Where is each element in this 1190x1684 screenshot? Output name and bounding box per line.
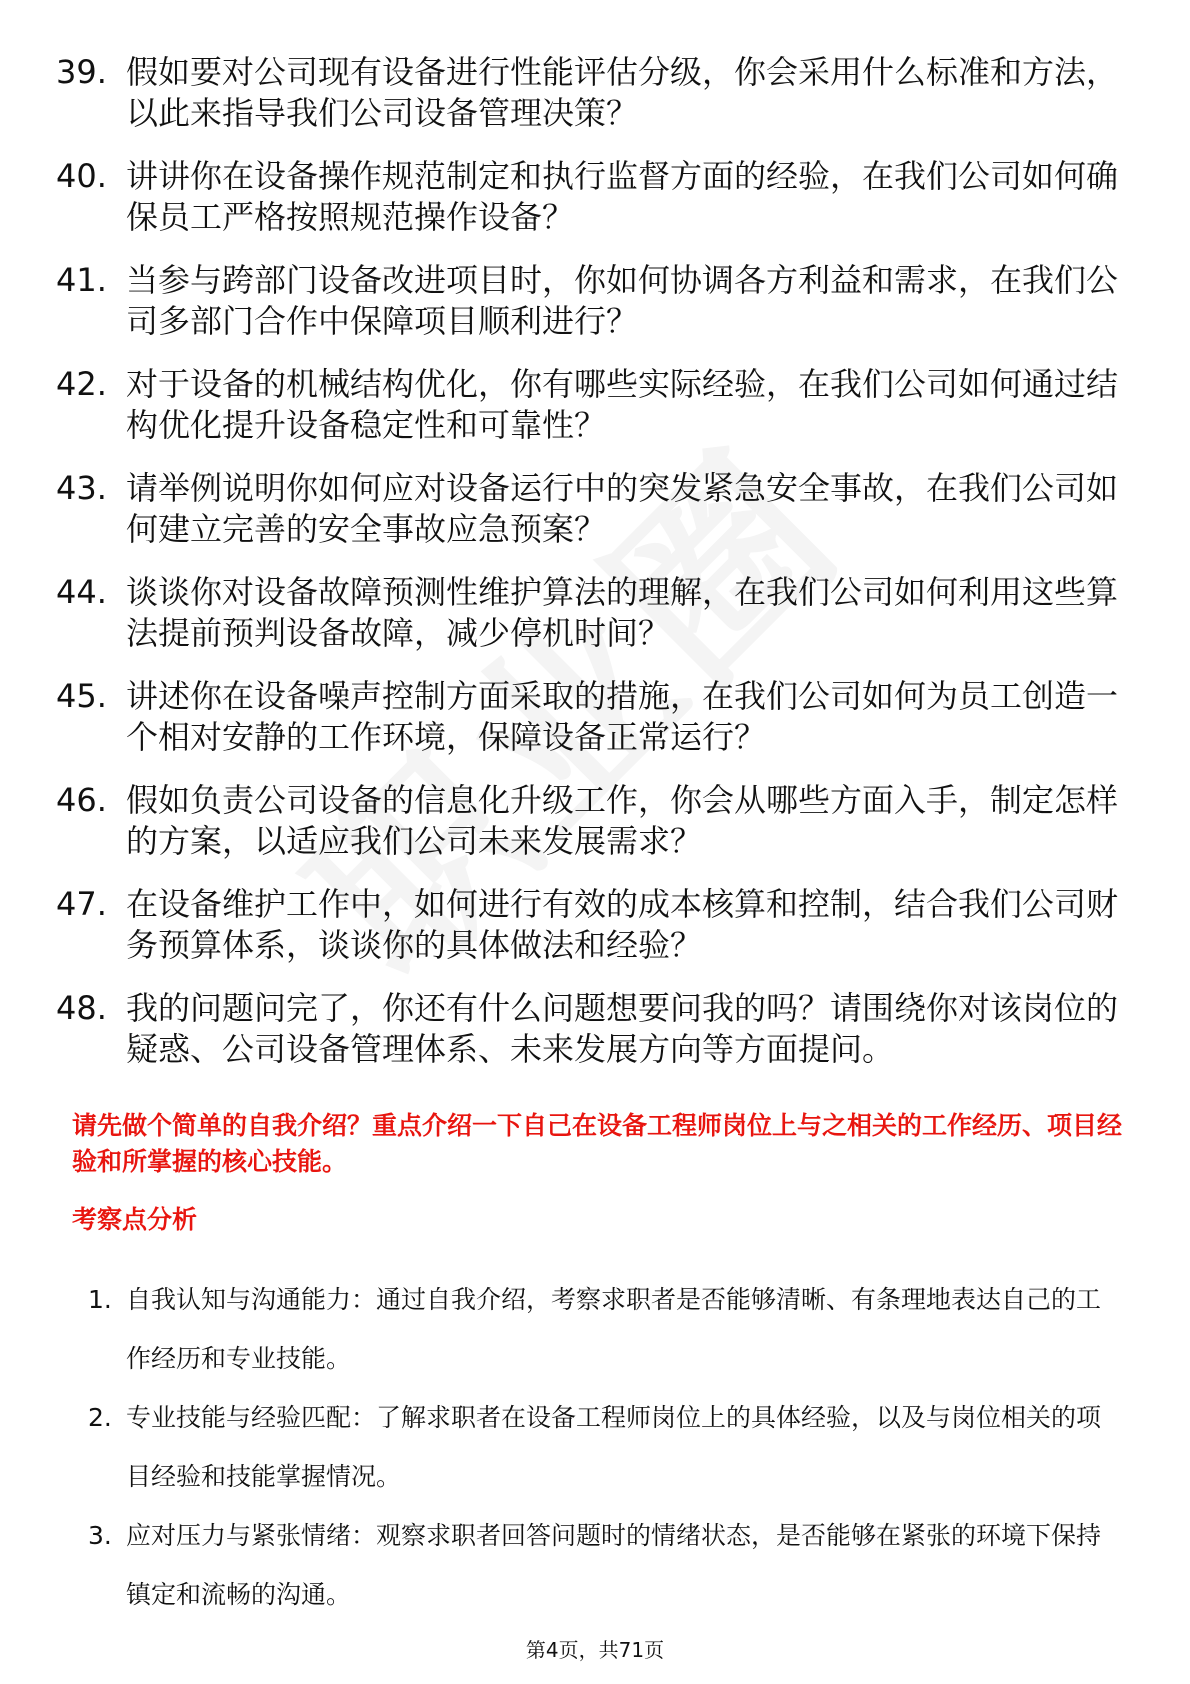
question-text: 假如负责公司设备的信息化升级工作，你会从哪些方面入手，制定怎样的方案，以适应我们公司未来发展需求？: [126, 781, 1119, 860]
question-number: 39.: [56, 53, 107, 91]
question-item: [0, 676, 1190, 758]
question-text: 谈谈你对设备故障预测性维护算法的理解，在我们公司如何利用这些算法提前预判设备故障，减少停机时间？: [126, 573, 1119, 652]
question-item: [0, 52, 1190, 134]
question-number: 46.: [56, 781, 107, 819]
analysis-number: 2.: [88, 1403, 112, 1432]
question-text: 讲讲你在设备操作规范制定和执行监督方面的经验，在我们公司如何确保员工严格按照规范操作设备？: [126, 157, 1119, 236]
question-text: 请举例说明你如何应对设备运行中的突发紧急安全事故，在我们公司如何建立完善的安全事故应急预案？: [126, 469, 1119, 548]
question-number: 42.: [56, 365, 107, 403]
question-item: [0, 572, 1190, 654]
question-text: 我的问题问完了，你还有什么问题想要问我的吗？请围绕你对该岗位的疑惑、公司设备管理体系、未来发展方向等方面提问。: [126, 989, 1119, 1068]
question-number: 40.: [56, 157, 107, 195]
question-text: 假如要对公司现有设备进行性能评估分级，你会采用什么标准和方法，以此来指导我们公司设备管理决策？: [126, 53, 1119, 132]
question-number: 41.: [56, 261, 107, 299]
analysis-heading: 考察点分析: [72, 1205, 198, 1234]
analysis-item: [0, 1270, 1190, 1388]
analysis-list: [0, 1270, 1190, 1624]
question-number: 43.: [56, 469, 107, 507]
question-item: [0, 884, 1190, 966]
analysis-text: 应对压力与紧张情绪：观察求职者回答问题时的情绪状态，是否能够在紧张的环境下保持镇定和流畅的沟通。: [126, 1521, 1102, 1609]
analysis-number: 1.: [88, 1285, 112, 1314]
question-number: 44.: [56, 573, 107, 611]
question-number: 45.: [56, 677, 107, 715]
focus-question: 请先做个简单的自我介绍？重点介绍一下自己在设备工程师岗位上与之相关的工作经历、项目经验和所掌握的核心技能。: [72, 1111, 1123, 1176]
question-text: 讲述你在设备噪声控制方面采取的措施，在我们公司如何为员工创造一个相对安静的工作环境，保障设备正常运行？: [126, 677, 1119, 756]
question-text: 当参与跨部门设备改进项目时，你如何协调各方利益和需求，在我们公司多部门合作中保障项目顺利进行？: [126, 261, 1119, 340]
analysis-number: 3.: [88, 1521, 112, 1550]
analysis-text: 专业技能与经验匹配：了解求职者在设备工程师岗位上的具体经验，以及与岗位相关的项目经验和技能掌握情况。: [126, 1403, 1102, 1491]
question-item: [0, 988, 1190, 1070]
question-item: [0, 780, 1190, 862]
analysis-text: 自我认知与沟通能力：通过自我介绍，考察求职者是否能够清晰、有条理地表达自己的工作经历和专业技能。: [126, 1285, 1102, 1373]
question-text: 在设备维护工作中，如何进行有效的成本核算和控制，结合我们公司财务预算体系，谈谈你的具体做法和经验？: [126, 885, 1119, 964]
question-text: 对于设备的机械结构优化，你有哪些实际经验，在我们公司如何通过结构优化提升设备稳定性和可靠性？: [126, 365, 1119, 444]
question-number: 47.: [56, 885, 107, 923]
page-footer: 第4页，共71页: [525, 1638, 665, 1662]
question-item: [0, 468, 1190, 550]
question-item: [0, 156, 1190, 238]
question-item: [0, 260, 1190, 342]
question-item: [0, 364, 1190, 446]
analysis-item: [0, 1506, 1190, 1624]
question-number: 48.: [56, 989, 107, 1027]
question-list: [0, 52, 1190, 1092]
analysis-item: [0, 1388, 1190, 1506]
